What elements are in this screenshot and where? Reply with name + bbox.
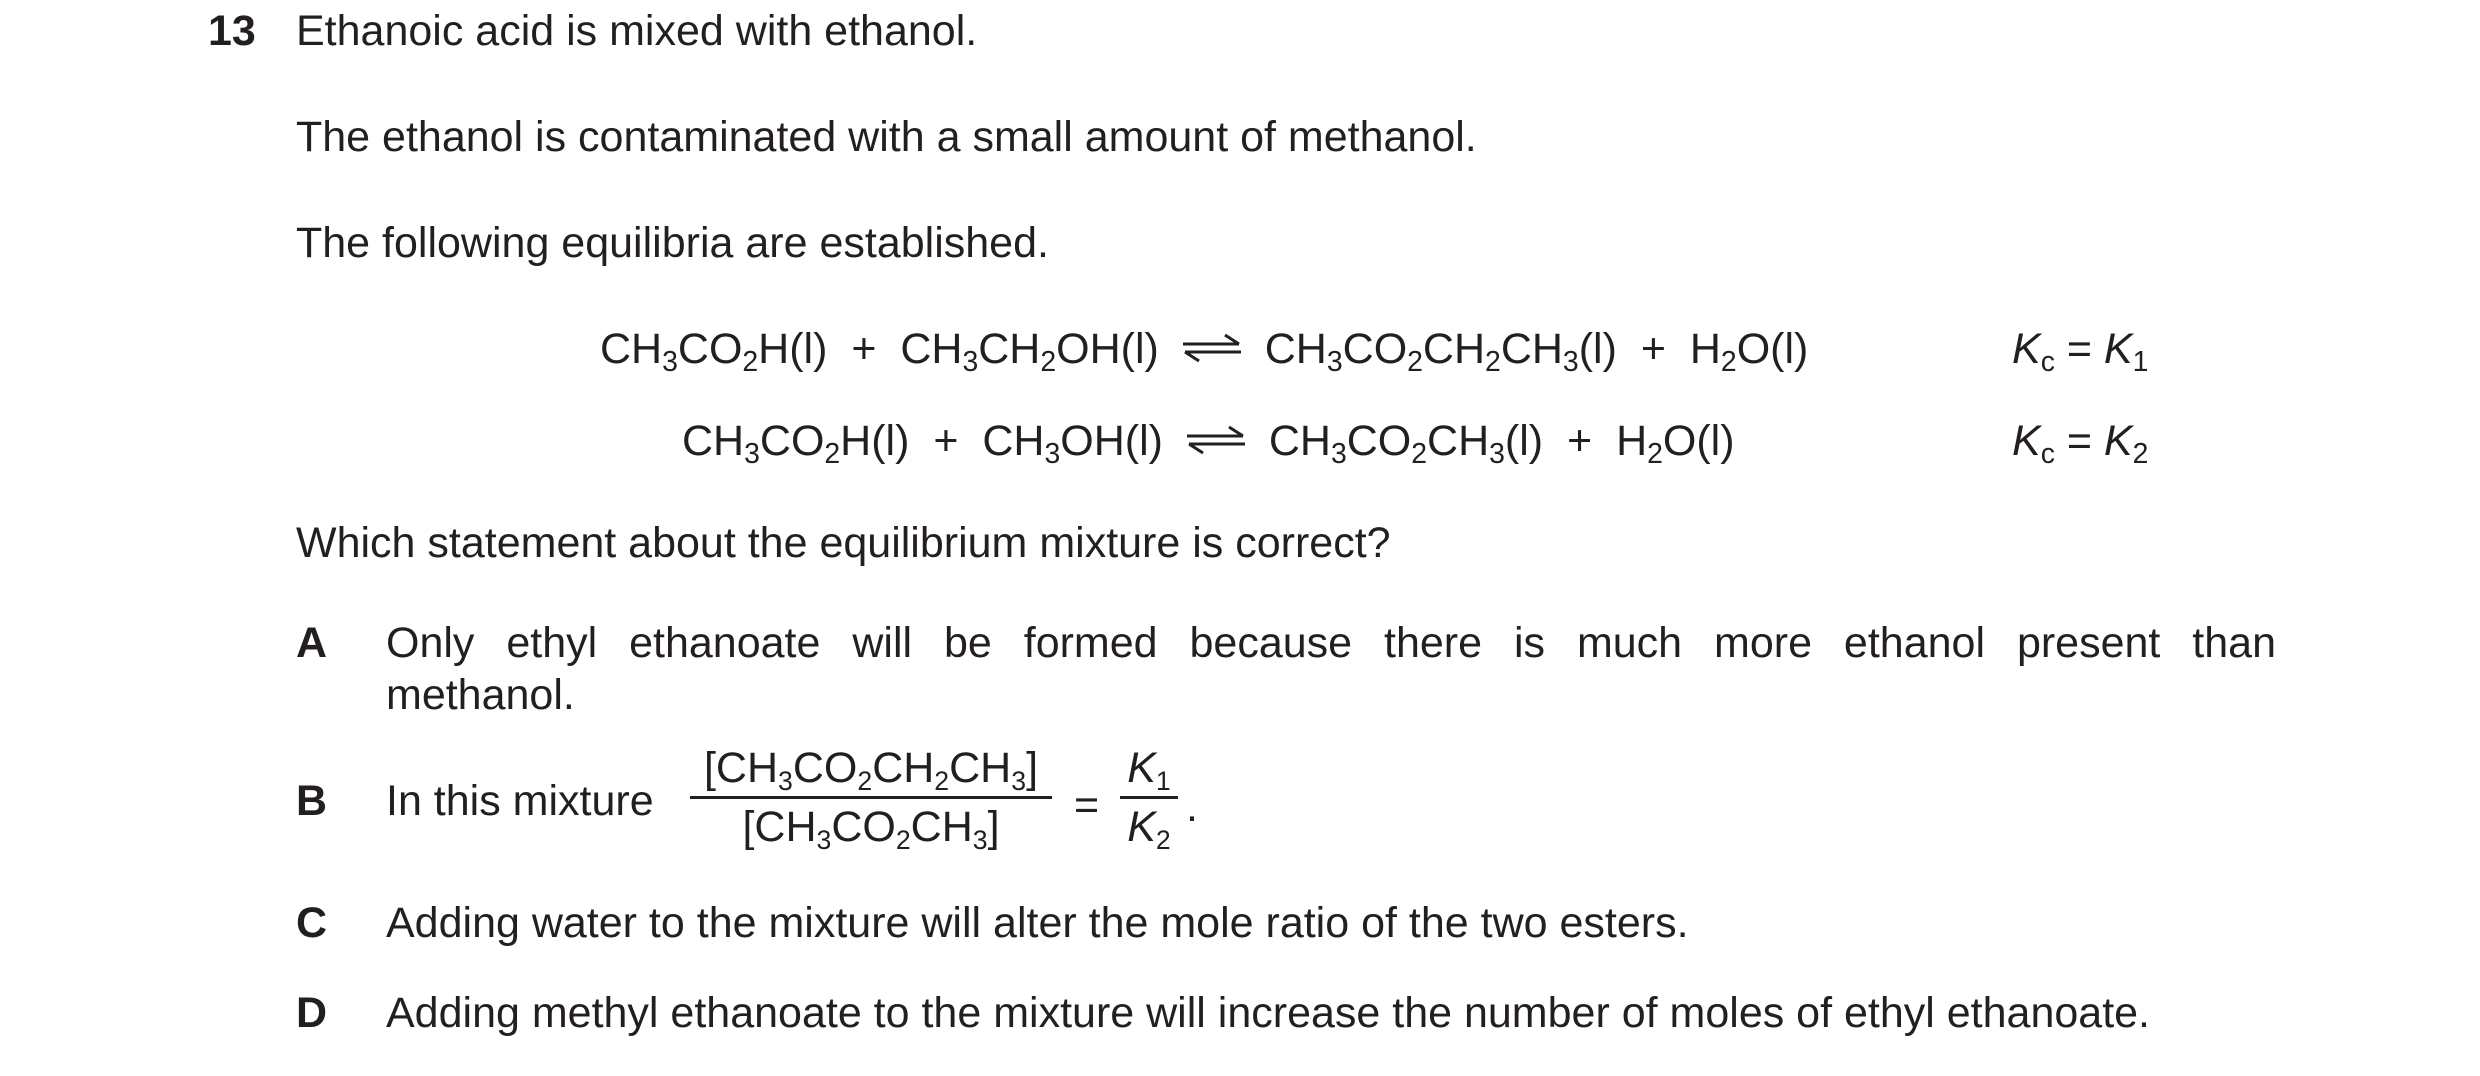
question-line-1: Ethanoic acid is mixed with ethanol. [296,7,978,55]
eq1-plus-1: + [851,325,877,373]
question-prompt: Which statement about the equilibrium mixture is correct? [296,519,1391,567]
option-d-text: Adding methyl ethanoate to the mixture will increase the number of moles of ethyl ethanoate. [386,989,2151,1037]
option-b-fraction-2 [1120,742,1178,853]
option-c-text: Adding water to the mixture will alter the mole ratio of the two esters. [386,899,1689,947]
eq2-plus-2: + [1567,417,1593,465]
question-number: 13 [208,7,256,55]
option-b-period: . [1186,783,1198,831]
question-line-2: The ethanol is contaminated with a small amount of methanol. [296,113,1477,161]
option-a-text-line-2: methanol. [386,671,575,719]
option-b-text: In this mixture [386,777,654,825]
fraction-1-bar [690,796,1052,799]
option-a-text-line-1: Only ethyl ethanoate will be formed because there is much more ethanol present than [386,619,2276,667]
eq2-reactant-2: $CH_3OH(l)$ [982,417,1163,470]
option-b-letter: B [296,777,328,825]
option-c-letter: C [296,899,328,947]
option-b-fraction-1 [690,742,1052,853]
fraction-1-denominator: [CH3CO2CH3] [742,803,1000,855]
equilibrium-2 [682,410,1735,472]
fraction-2-denominator: K2 [1127,803,1171,855]
equilibrium-arrow-icon [1185,425,1247,455]
eq1-kc: $K_c = K_1$ [2012,325,2149,378]
eq1-product-1: $CH_3CO_2CH_2CH_3(l)$ [1264,325,1617,378]
eq2-plus-1: + [933,417,959,465]
eq2-kc: $K_c = K_2$ [2012,417,2149,470]
eq2-reactant-1: $CH_3CO_2H(l)$ [682,417,910,470]
equilibrium-1 [600,318,1808,380]
option-b-equals: = [1074,781,1100,829]
fraction-1-numerator: [CH3CO2CH2CH3] [703,744,1039,796]
eq2-product-1: $CH_3CO_2CH_3(l)$ [1268,417,1544,470]
eq1-reactant-2: $CH_3CH_2OH(l)$ [900,325,1159,378]
option-a-letter: A [296,619,328,667]
fraction-2-numerator: K1 [1127,744,1171,796]
eq1-product-2: $H_2O(l)$ [1689,325,1809,378]
option-d-letter: D [296,989,328,1037]
equilibrium-arrow-icon [1181,333,1243,363]
eq2-product-2: $H_2O(l)$ [1616,417,1735,470]
question-line-3: The following equilibria are established. [296,219,1049,267]
fraction-2-bar [1120,796,1178,799]
eq1-plus-2: + [1640,325,1666,373]
eq1-reactant-1: $CH_3CO_2H(l)$ [600,325,828,378]
